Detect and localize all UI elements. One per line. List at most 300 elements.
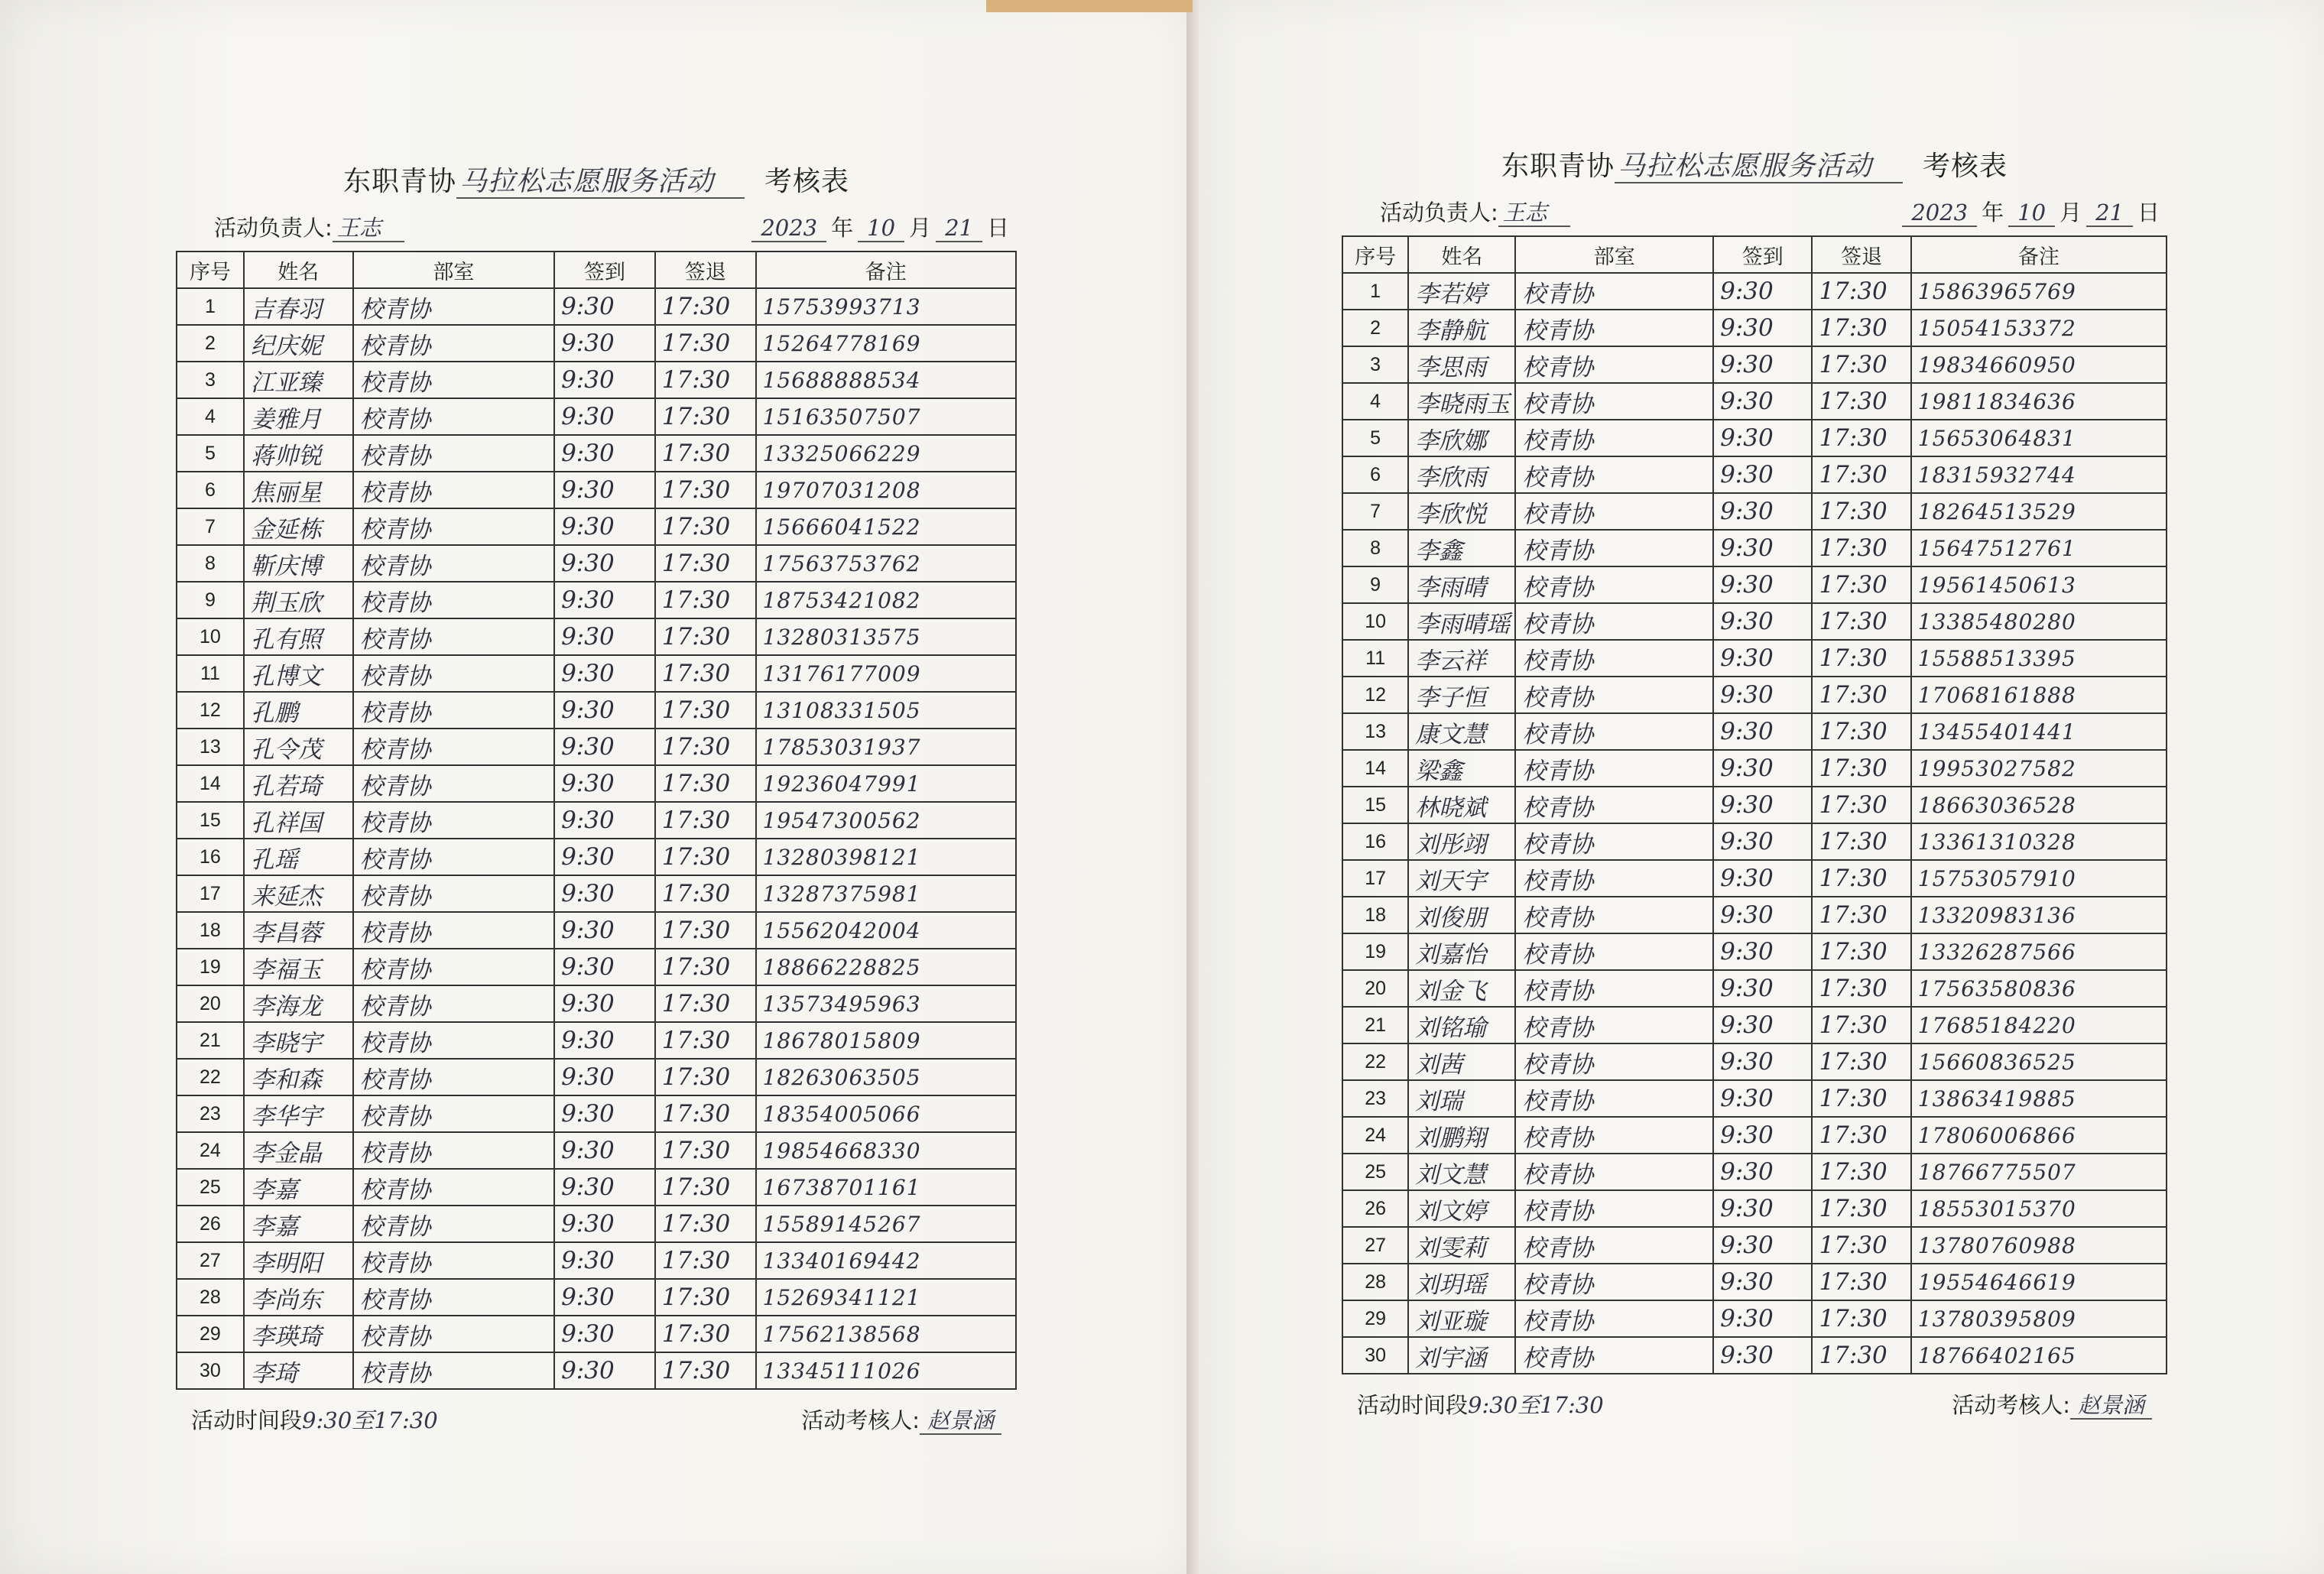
department: 校青协 <box>353 655 555 692</box>
sign-out-time: 17:30 <box>655 985 756 1022</box>
remark-phone: 15653064831 <box>1911 420 2167 456</box>
remark-phone: 13287375981 <box>756 875 1016 912</box>
table-row <box>177 1316 1016 1352</box>
table-row <box>1342 1227 2167 1264</box>
reviewer-field <box>1952 1382 2152 1428</box>
row-number: 19 <box>177 949 244 985</box>
sign-out-time: 17:30 <box>1812 1043 1910 1080</box>
remark-phone: 17563753762 <box>756 545 1016 582</box>
remark-phone: 13361310328 <box>1911 823 2167 860</box>
table-row <box>177 1169 1016 1206</box>
table-row <box>1342 273 2167 310</box>
column-header-member-name: 姓名 <box>1408 236 1515 273</box>
row-number: 20 <box>1342 970 1408 1007</box>
remark-phone: 15264778169 <box>756 325 1016 362</box>
department: 校青协 <box>1515 346 1713 383</box>
department: 校青协 <box>1515 713 1713 750</box>
date-field <box>1897 194 2160 231</box>
title-prefix: 东职青协 <box>1501 151 1615 182</box>
member-name: 李鑫 <box>1408 530 1515 566</box>
period-field <box>191 1397 438 1443</box>
sign-in-time: 9:30 <box>1713 566 1812 603</box>
sign-out-time: 17:30 <box>1812 420 1910 456</box>
member-name: 吉春羽 <box>244 288 353 325</box>
remark-phone: 13108331505 <box>756 692 1016 729</box>
sign-in-time: 9:30 <box>1713 897 1812 933</box>
date-year: 2023 <box>751 215 826 242</box>
department: 校青协 <box>1515 456 1713 493</box>
department: 校青协 <box>353 1279 555 1316</box>
member-name: 刘文慧 <box>1408 1154 1515 1190</box>
sign-out-time: 17:30 <box>1812 1337 1910 1374</box>
sign-in-time: 9:30 <box>554 1316 655 1352</box>
department: 校青协 <box>1515 970 1713 1007</box>
table-row <box>177 1242 1016 1279</box>
member-name: 康文慧 <box>1408 713 1515 750</box>
department: 校青协 <box>1515 677 1713 713</box>
member-name: 李欣雨 <box>1408 456 1515 493</box>
row-number: 15 <box>1342 787 1408 823</box>
row-number: 1 <box>1342 273 1408 310</box>
sign-in-time: 9:30 <box>554 435 655 472</box>
sign-out-time: 17:30 <box>1812 383 1910 420</box>
sign-in-time: 9:30 <box>554 325 655 362</box>
remark-phone: 18263063505 <box>756 1059 1016 1095</box>
row-number: 24 <box>1342 1117 1408 1154</box>
sign-out-time: 17:30 <box>655 912 756 949</box>
sign-out-time: 17:30 <box>1812 1300 1910 1337</box>
row-number: 25 <box>177 1169 244 1206</box>
sign-in-time: 9:30 <box>554 1132 655 1169</box>
period-value: 9:30至17:30 <box>1468 1392 1604 1418</box>
remark-phone: 15753057910 <box>1911 860 2167 897</box>
member-name: 梁鑫 <box>1408 750 1515 787</box>
department: 校青协 <box>353 325 555 362</box>
table-body <box>1342 273 2167 1374</box>
department: 校青协 <box>353 1059 555 1095</box>
sign-out-time: 17:30 <box>1812 677 1910 713</box>
table-row <box>1342 860 2167 897</box>
sign-in-time: 9:30 <box>554 362 655 398</box>
date-year: 2023 <box>1902 200 1977 227</box>
remark-phone: 15163507507 <box>756 398 1016 435</box>
table-header-row <box>1342 236 2167 273</box>
row-number: 10 <box>177 618 244 655</box>
department: 校青协 <box>353 1242 555 1279</box>
period-value: 9:30至17:30 <box>302 1407 438 1433</box>
table-row <box>1342 493 2167 530</box>
row-number: 14 <box>1342 750 1408 787</box>
sign-in-time: 9:30 <box>1713 1337 1812 1374</box>
sign-out-time: 17:30 <box>1812 897 1910 933</box>
row-number: 26 <box>1342 1190 1408 1227</box>
sign-in-time: 9:30 <box>1713 640 1812 677</box>
sign-in-time: 9:30 <box>1713 420 1812 456</box>
sign-in-time: 9:30 <box>554 288 655 325</box>
remark-phone: 15562042004 <box>756 912 1016 949</box>
table-row <box>1342 530 2167 566</box>
remark-phone: 13340169442 <box>756 1242 1016 1279</box>
sign-out-time: 17:30 <box>1812 1154 1910 1190</box>
table-row <box>177 1206 1016 1242</box>
row-number: 25 <box>1342 1154 1408 1190</box>
form-meta <box>1342 194 2167 231</box>
sign-out-time: 17:30 <box>1812 750 1910 787</box>
member-name: 李福玉 <box>244 949 353 985</box>
sign-in-time: 9:30 <box>1713 677 1812 713</box>
department: 校青协 <box>1515 1007 1713 1043</box>
table-row <box>177 618 1016 655</box>
column-header-remark-phone: 备注 <box>756 252 1016 288</box>
sign-in-time: 9:30 <box>1713 383 1812 420</box>
row-number: 8 <box>1342 530 1408 566</box>
sign-in-time: 9:30 <box>1713 1117 1812 1154</box>
sign-in-time: 9:30 <box>554 839 655 875</box>
date-day: 21 <box>2086 200 2133 227</box>
row-number: 7 <box>1342 493 1408 530</box>
row-number: 27 <box>177 1242 244 1279</box>
department: 校青协 <box>1515 1154 1713 1190</box>
sign-out-time: 17:30 <box>655 802 756 839</box>
table-row <box>1342 677 2167 713</box>
row-number: 3 <box>1342 346 1408 383</box>
remark-phone: 15660836525 <box>1911 1043 2167 1080</box>
remark-phone: 19854668330 <box>756 1132 1016 1169</box>
table-row <box>177 1059 1016 1095</box>
table-row <box>177 875 1016 912</box>
member-name: 江亚臻 <box>244 362 353 398</box>
remark-phone: 18766402165 <box>1911 1337 2167 1374</box>
remark-phone: 17685184220 <box>1911 1007 2167 1043</box>
sign-in-time: 9:30 <box>554 1169 655 1206</box>
table-row <box>177 765 1016 802</box>
remark-phone: 13780760988 <box>1911 1227 2167 1264</box>
sign-out-time: 17:30 <box>655 1059 756 1095</box>
remark-phone: 15688888534 <box>756 362 1016 398</box>
table-row <box>177 1132 1016 1169</box>
row-number: 13 <box>1342 713 1408 750</box>
member-name: 孔令茂 <box>244 729 353 765</box>
remark-phone: 18678015809 <box>756 1022 1016 1059</box>
row-number: 9 <box>177 582 244 618</box>
member-name: 李欣悦 <box>1408 493 1515 530</box>
form-footer <box>176 1397 1017 1443</box>
member-name: 孔祥国 <box>244 802 353 839</box>
table-row <box>177 692 1016 729</box>
table-row <box>1342 1117 2167 1154</box>
department: 校青协 <box>1515 1080 1713 1117</box>
sign-out-time: 17:30 <box>1812 310 1910 346</box>
table-row <box>1342 566 2167 603</box>
sign-in-time: 9:30 <box>554 985 655 1022</box>
table-row <box>1342 1080 2167 1117</box>
department: 校青协 <box>353 839 555 875</box>
sign-in-time: 9:30 <box>554 949 655 985</box>
table-row <box>1342 456 2167 493</box>
member-name: 孔博文 <box>244 655 353 692</box>
sign-out-time: 17:30 <box>1812 1080 1910 1117</box>
table-row <box>1342 310 2167 346</box>
table-row <box>1342 713 2167 750</box>
department: 校青协 <box>1515 493 1713 530</box>
member-name: 李云祥 <box>1408 640 1515 677</box>
sign-out-time: 17:30 <box>655 1242 756 1279</box>
remark-phone: 13385480280 <box>1911 603 2167 640</box>
leader-value: 王志 <box>1498 200 1570 227</box>
remark-phone: 13320983136 <box>1911 897 2167 933</box>
member-name: 李若婷 <box>1408 273 1515 310</box>
row-number: 26 <box>177 1206 244 1242</box>
table-row <box>177 1352 1016 1389</box>
row-number: 6 <box>177 472 244 508</box>
member-name: 刘文婷 <box>1408 1190 1515 1227</box>
sign-out-time: 17:30 <box>655 1352 756 1389</box>
sign-out-time: 17:30 <box>1812 273 1910 310</box>
member-name: 刘茜 <box>1408 1043 1515 1080</box>
sign-out-time: 17:30 <box>1812 933 1910 970</box>
department: 校青协 <box>1515 1190 1713 1227</box>
member-name: 李海龙 <box>244 985 353 1022</box>
row-number: 17 <box>1342 860 1408 897</box>
row-number: 5 <box>177 435 244 472</box>
member-name: 来延杰 <box>244 875 353 912</box>
member-name: 李思雨 <box>1408 346 1515 383</box>
remark-phone: 18753421082 <box>756 582 1016 618</box>
period-field <box>1357 1382 1604 1428</box>
department: 校青协 <box>1515 530 1713 566</box>
department: 校青协 <box>353 1206 555 1242</box>
row-number: 6 <box>1342 456 1408 493</box>
department: 校青协 <box>353 1095 555 1132</box>
leader-label: 活动负责人: <box>1380 200 1498 226</box>
sign-in-time: 9:30 <box>1713 310 1812 346</box>
row-number: 2 <box>177 325 244 362</box>
table-row <box>1342 603 2167 640</box>
table-row <box>177 949 1016 985</box>
department: 校青协 <box>1515 566 1713 603</box>
table-row <box>1342 640 2167 677</box>
sign-in-time: 9:30 <box>1713 530 1812 566</box>
table-row <box>1342 897 2167 933</box>
sign-in-time: 9:30 <box>1713 713 1812 750</box>
table-row <box>177 582 1016 618</box>
table-row <box>1342 420 2167 456</box>
table-row <box>177 545 1016 582</box>
column-header-sign-in-time: 签到 <box>554 252 655 288</box>
page-fold <box>1186 0 1199 1574</box>
row-number: 22 <box>1342 1043 1408 1080</box>
column-header-department: 部室 <box>1515 236 1713 273</box>
department: 校青协 <box>1515 383 1713 420</box>
remark-phone: 13176177009 <box>756 655 1016 692</box>
sign-out-time: 17:30 <box>655 839 756 875</box>
sign-in-time: 9:30 <box>1713 1043 1812 1080</box>
table-header-row <box>177 252 1016 288</box>
remark-phone: 18315932744 <box>1911 456 2167 493</box>
row-number: 30 <box>177 1352 244 1389</box>
table-row <box>177 1022 1016 1059</box>
sign-out-time: 17:30 <box>655 582 756 618</box>
column-header-sign-out-time: 签退 <box>1812 236 1910 273</box>
department: 校青协 <box>353 508 555 545</box>
remark-phone: 15269341121 <box>756 1279 1016 1316</box>
table-row <box>177 325 1016 362</box>
remark-phone: 19236047991 <box>756 765 1016 802</box>
sign-out-time: 17:30 <box>655 729 756 765</box>
sign-out-time: 17:30 <box>1812 493 1910 530</box>
member-name: 李嘉 <box>244 1206 353 1242</box>
sign-out-time: 17:30 <box>1812 713 1910 750</box>
member-name: 刘铭瑜 <box>1408 1007 1515 1043</box>
remark-phone: 13780395809 <box>1911 1300 2167 1337</box>
department: 校青协 <box>353 398 555 435</box>
date-month: 10 <box>858 215 904 242</box>
paper-edge <box>986 0 1193 12</box>
table-row <box>1342 1337 2167 1374</box>
leader-label: 活动负责人: <box>214 215 333 241</box>
department: 校青协 <box>1515 273 1713 310</box>
row-number: 23 <box>177 1095 244 1132</box>
row-number: 21 <box>1342 1007 1408 1043</box>
sign-in-time: 9:30 <box>1713 1264 1812 1300</box>
form-left <box>176 161 1017 1443</box>
sign-in-time: 9:30 <box>554 1242 655 1279</box>
row-number: 7 <box>177 508 244 545</box>
row-number: 28 <box>177 1279 244 1316</box>
member-name: 孔瑶 <box>244 839 353 875</box>
date-month: 10 <box>2008 200 2055 227</box>
sign-out-time: 17:30 <box>655 1095 756 1132</box>
period-label: 活动时间段 <box>1357 1392 1469 1418</box>
member-name: 李瑛琦 <box>244 1316 353 1352</box>
department: 校青协 <box>1515 787 1713 823</box>
date-month-label: 月 <box>909 215 932 241</box>
row-number: 11 <box>177 655 244 692</box>
department: 校青协 <box>353 435 555 472</box>
sign-in-time: 9:30 <box>554 655 655 692</box>
sign-in-time: 9:30 <box>1713 933 1812 970</box>
department: 校青协 <box>353 618 555 655</box>
table-row <box>1342 1154 2167 1190</box>
department: 校青协 <box>353 362 555 398</box>
sign-out-time: 17:30 <box>655 1132 756 1169</box>
row-number: 30 <box>1342 1337 1408 1374</box>
sign-in-time: 9:30 <box>1713 750 1812 787</box>
sign-out-time: 17:30 <box>1812 530 1910 566</box>
sign-out-time: 17:30 <box>655 325 756 362</box>
row-number: 9 <box>1342 566 1408 603</box>
table-row <box>1342 823 2167 860</box>
department: 校青协 <box>1515 823 1713 860</box>
sign-out-time: 17:30 <box>655 435 756 472</box>
remark-phone: 19811834636 <box>1911 383 2167 420</box>
table-body <box>177 288 1016 1389</box>
remark-phone: 19561450613 <box>1911 566 2167 603</box>
table-row <box>1342 1190 2167 1227</box>
sign-in-time: 9:30 <box>1713 273 1812 310</box>
row-number: 24 <box>177 1132 244 1169</box>
sign-in-time: 9:30 <box>1713 860 1812 897</box>
department: 校青协 <box>1515 310 1713 346</box>
department: 校青协 <box>1515 897 1713 933</box>
row-number: 29 <box>1342 1300 1408 1337</box>
member-name: 李金晶 <box>244 1132 353 1169</box>
remark-phone: 19547300562 <box>756 802 1016 839</box>
remark-phone: 15753993713 <box>756 288 1016 325</box>
member-name: 姜雅月 <box>244 398 353 435</box>
sign-out-time: 17:30 <box>1812 1190 1910 1227</box>
title-activity: 马拉松志愿服务活动 <box>1615 151 1903 183</box>
member-name: 李雨晴 <box>1408 566 1515 603</box>
remark-phone: 13280398121 <box>756 839 1016 875</box>
sign-out-time: 17:30 <box>1812 566 1910 603</box>
sign-in-time: 9:30 <box>554 1095 655 1132</box>
table-row <box>1342 787 2167 823</box>
remark-phone: 17563580836 <box>1911 970 2167 1007</box>
sign-out-time: 17:30 <box>655 949 756 985</box>
member-name: 刘俊朋 <box>1408 897 1515 933</box>
sign-in-time: 9:30 <box>554 398 655 435</box>
department: 校青协 <box>1515 1117 1713 1154</box>
sign-in-time: 9:30 <box>554 692 655 729</box>
department: 校青协 <box>353 985 555 1022</box>
department: 校青协 <box>1515 1264 1713 1300</box>
reviewer-label: 活动考核人: <box>801 1407 920 1433</box>
row-number: 15 <box>177 802 244 839</box>
leader-field <box>214 209 404 246</box>
row-number: 22 <box>177 1059 244 1095</box>
remark-phone: 18663036528 <box>1911 787 2167 823</box>
table-row <box>177 912 1016 949</box>
member-name: 刘瑞 <box>1408 1080 1515 1117</box>
sign-in-time: 9:30 <box>1713 1080 1812 1117</box>
table-row <box>177 288 1016 325</box>
table-row <box>1342 970 2167 1007</box>
table-row <box>177 472 1016 508</box>
sign-in-time: 9:30 <box>1713 603 1812 640</box>
sign-out-time: 17:30 <box>655 362 756 398</box>
table-row <box>177 1279 1016 1316</box>
remark-phone: 19953027582 <box>1911 750 2167 787</box>
row-number: 29 <box>177 1316 244 1352</box>
sign-in-time: 9:30 <box>1713 346 1812 383</box>
sign-in-time: 9:30 <box>554 729 655 765</box>
department: 校青协 <box>353 729 555 765</box>
row-number: 18 <box>1342 897 1408 933</box>
member-name: 李晓宇 <box>244 1022 353 1059</box>
department: 校青协 <box>353 472 555 508</box>
sign-in-time: 9:30 <box>554 582 655 618</box>
department: 校青协 <box>353 545 555 582</box>
member-name: 孔有照 <box>244 618 353 655</box>
sign-in-time: 9:30 <box>554 1352 655 1389</box>
member-name: 李琦 <box>244 1352 353 1389</box>
row-number: 16 <box>1342 823 1408 860</box>
column-header-row-number: 序号 <box>177 252 244 288</box>
form-footer <box>1342 1382 2167 1428</box>
reviewer-field <box>801 1397 1001 1443</box>
sign-out-time: 17:30 <box>1812 823 1910 860</box>
remark-phone: 15666041522 <box>756 508 1016 545</box>
sign-in-time: 9:30 <box>554 1022 655 1059</box>
member-name: 金延栋 <box>244 508 353 545</box>
date-day-label: 日 <box>2137 200 2160 226</box>
table-row <box>177 802 1016 839</box>
remark-phone: 13863419885 <box>1911 1080 2167 1117</box>
member-name: 李雨晴瑶 <box>1408 603 1515 640</box>
department: 校青协 <box>1515 933 1713 970</box>
sign-in-time: 9:30 <box>1713 1300 1812 1337</box>
